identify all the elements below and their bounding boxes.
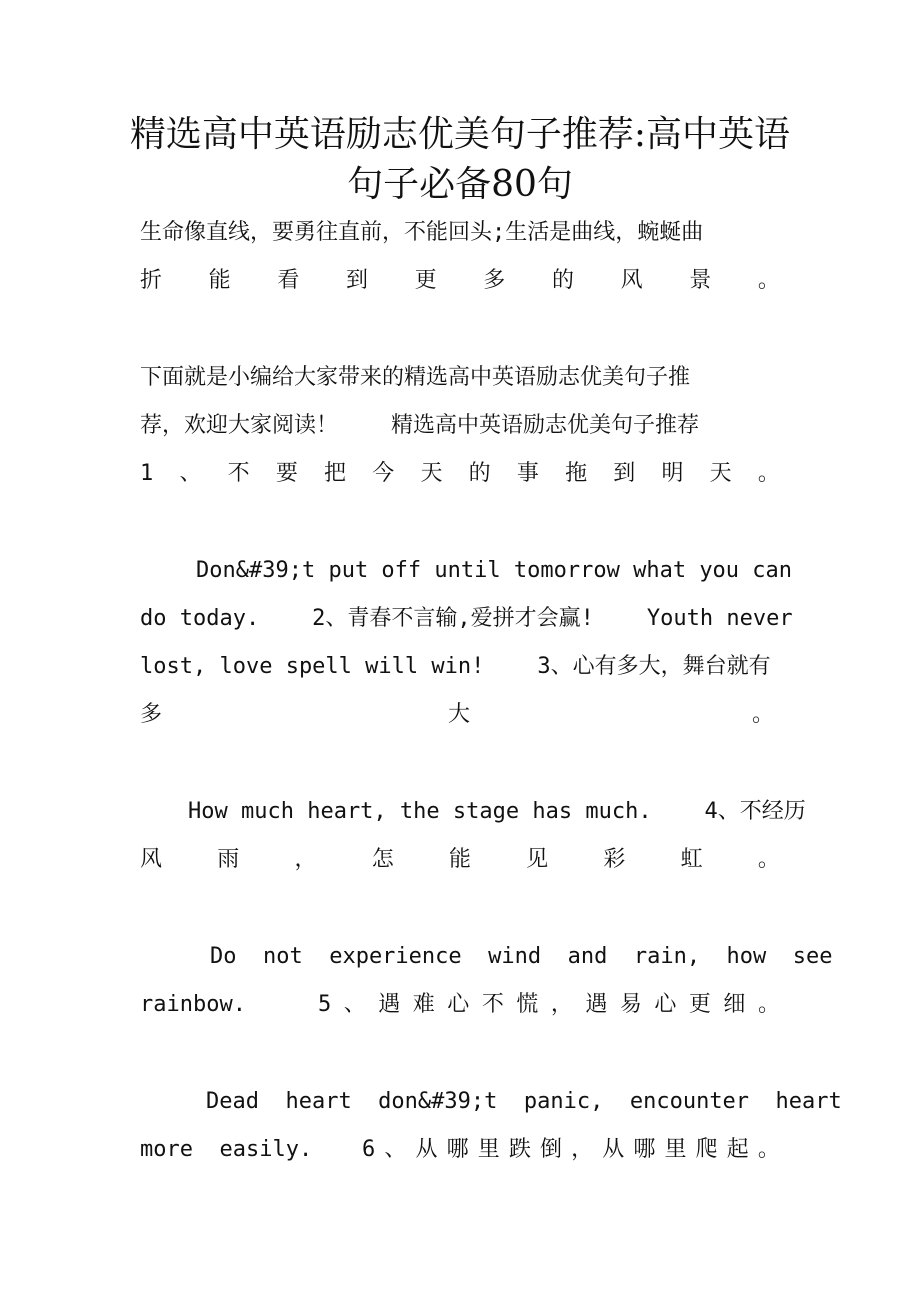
- text-segment: rainbow.: [140, 992, 246, 1017]
- p3-line-1: Don&#39;t put off until tomorrow what you can: [196, 558, 793, 583]
- text-char: 见: [526, 847, 549, 872]
- text-char: 看: [277, 268, 300, 293]
- text-char: 风: [620, 268, 643, 293]
- text-char: 、: [179, 461, 202, 486]
- text-char: 大: [448, 702, 471, 727]
- text-char: 。: [757, 268, 780, 293]
- text-char: 风: [140, 847, 163, 872]
- text-char: 怎: [371, 847, 394, 872]
- text-char: 能: [208, 268, 231, 293]
- p2-line-1: 下面就是小编给大家带来的精选高中英语励志优美句子推: [140, 365, 691, 390]
- document-title-line-1: 精选高中英语励志优美句子推荐:高中英语: [129, 114, 791, 155]
- text-char: 的: [468, 461, 491, 486]
- p4-line-1: How much heart, the stage has much. 4、不经历: [188, 799, 806, 824]
- intro-line-1: 生命像直线，要勇往直前，不能回头;生活是曲线，蜿蜒曲: [140, 220, 704, 245]
- text-char: 从: [602, 1137, 625, 1162]
- text-char: ，: [550, 992, 573, 1017]
- p6-line-2-justified: [362, 1135, 780, 1165]
- text-char: 6: [362, 1137, 376, 1162]
- text-char: 不: [227, 461, 250, 486]
- text-char: 的: [551, 268, 574, 293]
- text-char: 。: [757, 992, 780, 1017]
- text-char: 明: [661, 461, 684, 486]
- text-char: 不: [481, 992, 504, 1017]
- text-segment: more easily.: [140, 1137, 313, 1162]
- p4-line-2: [140, 845, 780, 875]
- text-char: 起: [726, 1137, 749, 1162]
- text-char: 多: [140, 702, 163, 727]
- text-char: 跌: [508, 1137, 531, 1162]
- text-char: 到: [345, 268, 368, 293]
- text-char: 事: [516, 461, 539, 486]
- text-char: 易: [619, 992, 642, 1017]
- text-char: 1: [140, 461, 154, 486]
- text-char: 彩: [603, 847, 626, 872]
- p3-line-2: do today. 2、青春不言输,爱拼才会赢! Youth never: [140, 606, 793, 631]
- text-char: 天: [420, 461, 443, 486]
- text-char: 慌: [516, 992, 539, 1017]
- text-char: 难: [412, 992, 435, 1017]
- text-char: 雨: [217, 847, 240, 872]
- document-title-line-2: 句子必备80句: [347, 164, 573, 205]
- text-char: 。: [757, 847, 780, 872]
- text-char: 心: [654, 992, 677, 1017]
- text-char: 更: [688, 992, 711, 1017]
- text-char: 多: [483, 268, 506, 293]
- text-char: 哪: [446, 1137, 469, 1162]
- p5-line-2-justified: [318, 990, 780, 1020]
- text-char: 细: [723, 992, 746, 1017]
- text-char: 里: [477, 1137, 500, 1162]
- text-char: 从: [415, 1137, 438, 1162]
- text-char: 。: [751, 702, 774, 727]
- p2-line-3: [140, 459, 780, 489]
- p5-line-1: Do not experience wind and rain, how see: [210, 944, 833, 969]
- text-char: 心: [447, 992, 470, 1017]
- text-char: 、: [343, 992, 366, 1017]
- p6-line-1: Dead heart don&#39;t panic, encounter heart: [206, 1089, 842, 1114]
- text-char: 拖: [565, 461, 588, 486]
- text-char: 遇: [378, 992, 401, 1017]
- p2-line-2: 荐，欢迎大家阅读！ 精选高中英语励志优美句子推荐: [140, 413, 699, 438]
- text-char: 更: [414, 268, 437, 293]
- text-char: ，: [294, 847, 317, 872]
- text-char: 天: [709, 461, 732, 486]
- text-char: 把: [324, 461, 347, 486]
- text-char: 爬: [695, 1137, 718, 1162]
- text-char: 倒: [539, 1137, 562, 1162]
- text-char: 到: [613, 461, 636, 486]
- text-char: 折: [140, 268, 163, 293]
- text-char: 遇: [585, 992, 608, 1017]
- text-char: 。: [757, 1137, 780, 1162]
- text-char: 5: [318, 992, 332, 1017]
- text-char: 能: [448, 847, 471, 872]
- text-char: 哪: [633, 1137, 656, 1162]
- text-char: ，: [571, 1137, 594, 1162]
- intro-line-2: [140, 266, 780, 296]
- text-char: 里: [664, 1137, 687, 1162]
- text-char: 景: [689, 268, 712, 293]
- text-char: 今: [372, 461, 395, 486]
- p3-line-3: lost, love spell will win! 3、心有多大，舞台就有: [140, 654, 771, 679]
- text-char: 要: [275, 461, 298, 486]
- text-char: 。: [757, 461, 780, 486]
- text-char: 、: [384, 1137, 407, 1162]
- text-char: 虹: [680, 847, 703, 872]
